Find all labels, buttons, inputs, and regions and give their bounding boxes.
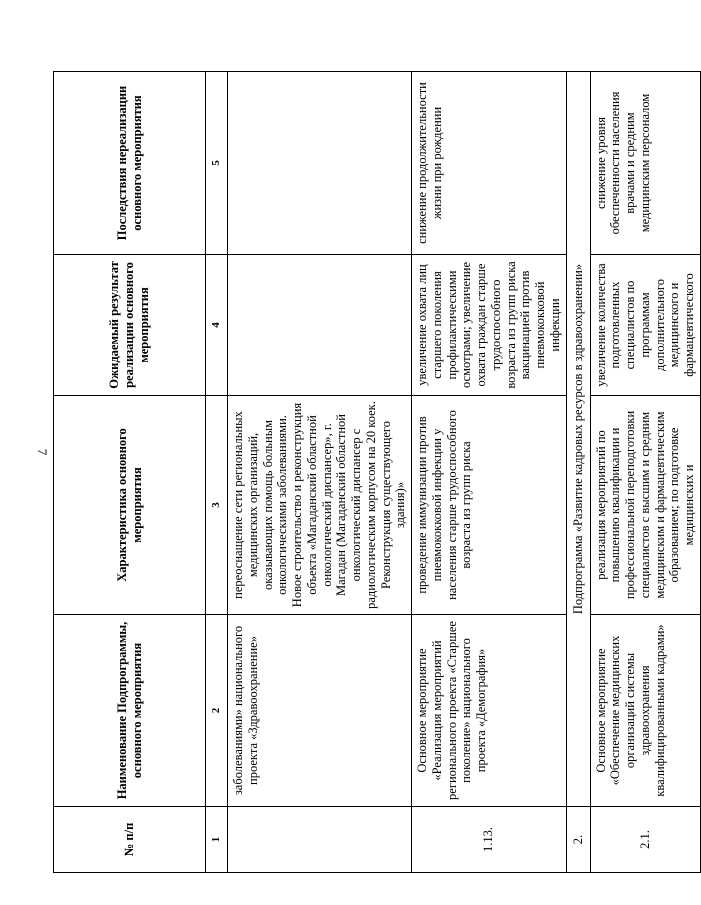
measure-result: увеличение количества подготовленных специалистов по программам дополнительного медицинского и фармацевтического <box>590 255 700 396</box>
header-name: Наименование Подпрограммы, основного мероприятия <box>54 615 206 807</box>
table-row <box>590 72 700 873</box>
measure-result <box>228 255 412 396</box>
header-row <box>54 72 206 873</box>
subprogram-number: 2. <box>566 807 590 873</box>
measure-result: увеличение охвата лиц старшего поколения профилактическими осмотрами; увеличение охвата граждан старше трудоспособного возраста из групп риска вакцинацией против пневмококковой инфекции <box>412 255 567 396</box>
measure-name: Основное мероприятие «Реализация мероприятий регионального проекта «Старшее поколение» национального проекта «Демография» <box>412 615 567 807</box>
measure-characteristic: реализация мероприятий по повышению квалификации и профессиональной переподготовки специалистов с высшим и средним медицинским и фармацевтическим образованием; по подготовке медицинских и <box>590 396 700 615</box>
measures-table <box>53 71 701 873</box>
measure-consequence: снижение продолжительности жизни при рождении <box>412 72 567 255</box>
header-characteristic: Характеристика основного мероприятия <box>54 396 206 615</box>
measure-characteristic: проведение иммунизации против пневмококковой инфекции у населения старше трудоспособного возраста из групп риска <box>412 396 567 615</box>
header-num: № п/п <box>54 807 206 873</box>
row-number: 2.1. <box>590 807 700 873</box>
measure-name: Основное мероприятие «Обеспечение медицинских организаций системы здравоохранения квалифицированными кадрами» <box>590 615 700 807</box>
measure-name: заболеваниями» национального проекта «Здравоохранение» <box>228 615 412 807</box>
subprogram-title: Подпрограмма «Развитие кадровых ресурсов в здравоохранении» <box>566 72 590 807</box>
column-number-row <box>206 72 228 873</box>
row-number <box>228 807 412 873</box>
row-number: 1.13. <box>412 807 567 873</box>
column-number: 3 <box>206 396 228 615</box>
page-number: 7 <box>35 448 50 456</box>
header-result: Ожидаемый результат реализации основного мероприятия <box>54 255 206 396</box>
column-number: 5 <box>206 72 228 255</box>
table-row <box>228 72 412 873</box>
measure-consequence: снижение уровня обеспеченности населения врачами и средним медицинским персоналом <box>590 72 700 255</box>
column-number: 2 <box>206 615 228 807</box>
table-row <box>412 72 567 873</box>
subprogram-row <box>566 72 590 873</box>
header-consequence: Последствия нереализации основного мероприятия <box>54 72 206 255</box>
rotated-table-container <box>53 71 696 873</box>
measure-consequence <box>228 72 412 255</box>
column-number: 1 <box>206 807 228 873</box>
column-number: 4 <box>206 255 228 396</box>
measure-characteristic: переоснащение сети региональных медицинских организаций, оказывающих помощь больным онкологическими заболеваниями. Новое строительство и реконструкция объекта «Магаданский областной онкологический диспансер», г. Магадан (Магаданский областной онкологический диспансер с радиологическим корпусом на 20 коек. Реконструкция существующего здания)» <box>228 396 412 615</box>
